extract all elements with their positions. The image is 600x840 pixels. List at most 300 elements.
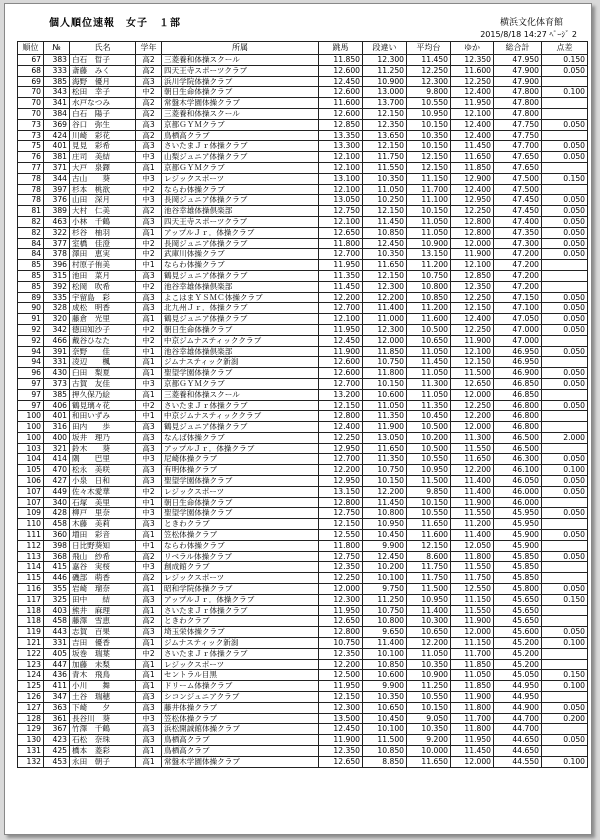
col-vault: 跳馬 [319, 42, 363, 55]
rank-cell: 97 [18, 378, 44, 389]
diff-cell: 0.050 [542, 368, 588, 379]
club-cell: 常盤木学園体操クラブ [162, 98, 319, 109]
grade-cell: 中2 [136, 249, 162, 260]
total-cell: 47.500 [494, 173, 542, 184]
floor-cell: 12.350 [451, 281, 494, 292]
vault-cell: 12.000 [319, 584, 363, 595]
beam-cell: 11.700 [407, 184, 451, 195]
diff-cell [542, 540, 588, 551]
vault-cell: 12.800 [319, 411, 363, 422]
beam-cell: 9.800 [407, 87, 451, 98]
grade-cell: 高1 [136, 389, 162, 400]
rank-cell: 123 [18, 659, 44, 670]
club-cell: アップルＪｒ．体操クラブ [162, 227, 319, 238]
vault-cell: 12.850 [319, 119, 363, 130]
name-cell: 杉谷 柚羽 [70, 227, 136, 238]
diff-cell: 0.050 [542, 627, 588, 638]
name-cell: 水戸なつみ [70, 98, 136, 109]
grade-cell: 高1 [136, 638, 162, 649]
floor-cell: 12.400 [451, 314, 494, 325]
number-cell: 343 [44, 87, 70, 98]
club-cell: 三菱養和体操スクール [162, 389, 319, 400]
number-cell: 405 [44, 648, 70, 659]
rank-cell: 91 [18, 314, 44, 325]
beam-cell: 10.650 [407, 335, 451, 346]
grade-cell: 中2 [136, 238, 162, 249]
diff-cell: 0.050 [542, 292, 588, 303]
floor-cell: 12.650 [451, 378, 494, 389]
club-cell: レジックスポーツ [162, 173, 319, 184]
name-cell: 杉本 桃欲 [70, 184, 136, 195]
vault-cell: 12.650 [319, 756, 363, 767]
name-cell: 熊井 麻理 [70, 605, 136, 616]
vault-cell: 12.650 [319, 616, 363, 627]
beam-cell: 11.050 [407, 227, 451, 238]
name-cell: 磯部 萌香 [70, 573, 136, 584]
rank-cell: 100 [18, 432, 44, 443]
grade-cell: 中2 [136, 184, 162, 195]
vault-cell: 12.350 [319, 562, 363, 573]
beam-cell: 8.600 [407, 551, 451, 562]
club-cell: 浜松開誠館体操クラブ [162, 724, 319, 735]
floor-cell: 11.150 [451, 638, 494, 649]
bars-cell: 11.800 [363, 368, 407, 379]
bars-cell: 12.150 [363, 108, 407, 119]
name-cell: 徳田知沙子 [70, 324, 136, 335]
floor-cell: 12.250 [451, 76, 494, 87]
name-cell: 柳戸 里奈 [70, 508, 136, 519]
number-cell: 415 [44, 562, 70, 573]
name-cell: 藤澤 雪恵 [70, 616, 136, 627]
number-cell: 377 [44, 238, 70, 249]
grade-cell: 高3 [136, 119, 162, 130]
col-grade: 学年 [136, 42, 162, 55]
number-cell: 470 [44, 465, 70, 476]
beam-cell: 10.950 [407, 594, 451, 605]
floor-cell: 11.450 [451, 141, 494, 152]
total-cell: 44.900 [494, 702, 542, 713]
vault-cell: 12.100 [319, 162, 363, 173]
number-cell: 347 [44, 692, 70, 703]
number-cell: 341 [44, 98, 70, 109]
floor-cell: 12.000 [451, 756, 494, 767]
bars-cell: 10.350 [363, 249, 407, 260]
bars-cell: 10.800 [363, 508, 407, 519]
diff-cell: 0.050 [542, 735, 588, 746]
name-cell: 大村 仁美 [70, 206, 136, 217]
diff-cell [542, 389, 588, 400]
total-cell: 46.500 [494, 443, 542, 454]
vault-cell: 11.950 [319, 605, 363, 616]
name-cell: 臼田 梨夏 [70, 368, 136, 379]
bars-cell: 10.850 [363, 746, 407, 757]
beam-cell: 12.250 [407, 65, 451, 76]
rank-cell: 116 [18, 584, 44, 595]
rank-cell: 75 [18, 141, 44, 152]
rank-cell: 129 [18, 724, 44, 735]
club-cell: 山梨ジュニア体操クラブ [162, 152, 319, 163]
table-row [18, 540, 588, 551]
name-cell: 石松 奈珠 [70, 735, 136, 746]
name-cell: 小林 千鶴 [70, 216, 136, 227]
bars-cell: 12.150 [363, 270, 407, 281]
total-cell: 46.500 [494, 432, 542, 443]
vault-cell: 13.200 [319, 389, 363, 400]
club-cell: 鶴見ジュニア体操クラブ [162, 422, 319, 433]
floor-cell: 12.250 [451, 400, 494, 411]
beam-cell: 10.950 [407, 465, 451, 476]
vault-cell: 12.100 [319, 152, 363, 163]
bars-cell: 11.650 [363, 443, 407, 454]
table-row [18, 249, 588, 260]
name-cell: 坂井 理乃 [70, 432, 136, 443]
total-cell: 47.200 [494, 281, 542, 292]
total-cell: 44.700 [494, 713, 542, 724]
name-cell: 戴谷ひなた [70, 335, 136, 346]
rank-cell: 127 [18, 702, 44, 713]
total-cell: 46.850 [494, 389, 542, 400]
number-cell: 401 [44, 411, 70, 422]
grade-cell: 高1 [136, 530, 162, 541]
club-cell: 中京ジムナスティッククラブ [162, 411, 319, 422]
floor-cell: 12.000 [451, 389, 494, 400]
rank-cell: 128 [18, 713, 44, 724]
rank-cell: 73 [18, 119, 44, 130]
diff-cell: 0.150 [542, 173, 588, 184]
beam-cell: 10.450 [407, 411, 451, 422]
beam-cell: 12.150 [407, 540, 451, 551]
beam-cell: 11.350 [407, 400, 451, 411]
total-cell: 47.650 [494, 162, 542, 173]
number-cell: 342 [44, 324, 70, 335]
table-row [18, 497, 588, 508]
rank-cell: 115 [18, 573, 44, 584]
total-cell: 45.050 [494, 670, 542, 681]
club-cell: 朝日生命体操クラブ [162, 497, 319, 508]
total-cell: 46.000 [494, 486, 542, 497]
number-cell: 367 [44, 724, 70, 735]
number-cell: 378 [44, 249, 70, 260]
table-row [18, 681, 588, 692]
total-cell: 46.800 [494, 411, 542, 422]
grade-cell: 高3 [136, 443, 162, 454]
total-cell: 45.900 [494, 540, 542, 551]
total-cell: 45.850 [494, 551, 542, 562]
floor-cell: 12.000 [451, 238, 494, 249]
floor-cell: 11.400 [451, 486, 494, 497]
number-cell: 458 [44, 519, 70, 530]
vault-cell: 12.450 [319, 76, 363, 87]
vault-cell: 12.150 [319, 692, 363, 703]
diff-cell [542, 443, 588, 454]
number-cell: 411 [44, 681, 70, 692]
grade-cell: 高3 [136, 594, 162, 605]
bars-cell: 11.550 [363, 162, 407, 173]
diff-cell [542, 98, 588, 109]
club-cell: リベラル体操クラブ [162, 551, 319, 562]
diff-cell [542, 648, 588, 659]
name-cell: 永田 朝子 [70, 756, 136, 767]
rank-cell: 97 [18, 400, 44, 411]
bars-cell: 10.750 [363, 605, 407, 616]
club-cell: 京都ＧＹＭクラブ [162, 162, 319, 173]
grade-cell: 高2 [136, 616, 162, 627]
club-cell: ときわクラブ [162, 616, 319, 627]
rank-cell: 107 [18, 486, 44, 497]
beam-cell: 11.150 [407, 173, 451, 184]
beam-cell: 10.350 [407, 130, 451, 141]
grade-cell: 中2 [136, 335, 162, 346]
total-cell: 44.950 [494, 692, 542, 703]
diff-cell: 0.050 [542, 141, 588, 152]
bars-cell: 10.800 [363, 616, 407, 627]
club-cell: 有明体操クラブ [162, 465, 319, 476]
bars-cell: 9.650 [363, 627, 407, 638]
beam-cell: 10.300 [407, 616, 451, 627]
table-row [18, 76, 588, 87]
diff-cell: 0.050 [542, 551, 588, 562]
vault-cell: 11.950 [319, 681, 363, 692]
total-cell: 47.800 [494, 87, 542, 98]
club-cell: 中京ジムナスティッククラブ [162, 335, 319, 346]
table-row [18, 368, 588, 379]
name-cell: 澤田 恵実 [70, 249, 136, 260]
bars-cell: 10.750 [363, 357, 407, 368]
vault-cell: 12.200 [319, 465, 363, 476]
club-cell: ならわ体操クラブ [162, 540, 319, 551]
total-cell: 46.950 [494, 346, 542, 357]
club-cell: 浜川学院体操クラブ [162, 76, 319, 87]
table-row [18, 616, 588, 627]
rank-cell: 121 [18, 638, 44, 649]
col-bars: 段違い [363, 42, 407, 55]
rank-cell: 84 [18, 249, 44, 260]
club-cell: 鳥栖高クラブ [162, 130, 319, 141]
vault-cell: 13.350 [319, 130, 363, 141]
grade-cell: 高3 [136, 476, 162, 487]
rank-cell: 82 [18, 227, 44, 238]
results-body [18, 55, 588, 768]
number-cell: 344 [44, 173, 70, 184]
col-total: 総合計 [494, 42, 542, 55]
diff-cell: 0.050 [542, 238, 588, 249]
table-row [18, 292, 588, 303]
grade-cell: 高3 [136, 76, 162, 87]
name-cell: 大戸 泉鐸 [70, 162, 136, 173]
vault-cell: 12.300 [319, 702, 363, 713]
beam-cell: 11.400 [407, 605, 451, 616]
vault-cell: 12.100 [319, 314, 363, 325]
number-cell: 322 [44, 227, 70, 238]
diff-cell: 0.050 [542, 206, 588, 217]
total-cell: 47.650 [494, 152, 542, 163]
club-cell: 三菱養和体操スクール [162, 108, 319, 119]
floor-cell: 12.400 [451, 184, 494, 195]
floor-cell: 11.750 [451, 573, 494, 584]
bars-cell: 8.850 [363, 756, 407, 767]
bars-cell: 11.450 [363, 497, 407, 508]
rank-cell: 78 [18, 173, 44, 184]
diff-cell: 0.050 [542, 400, 588, 411]
diff-cell: 0.050 [542, 65, 588, 76]
floor-cell: 11.550 [451, 508, 494, 519]
name-cell: 押久保乃絵 [70, 389, 136, 400]
rank-cell: 117 [18, 594, 44, 605]
grade-cell: 中3 [136, 195, 162, 206]
club-cell: 池谷幸雄体操倶楽部 [162, 346, 319, 357]
name-cell: 奈野 佳 [70, 346, 136, 357]
diff-cell [542, 692, 588, 703]
club-cell: さいたまＪｒ体操クラブ [162, 400, 319, 411]
diff-cell: 0.050 [542, 454, 588, 465]
floor-cell: 11.950 [451, 735, 494, 746]
number-cell: 406 [44, 400, 70, 411]
rank-cell: 82 [18, 216, 44, 227]
vault-cell: 12.450 [319, 335, 363, 346]
beam-cell: 10.800 [407, 281, 451, 292]
name-cell: 松田 幸子 [70, 87, 136, 98]
bars-cell: 10.900 [363, 76, 407, 87]
club-cell: ジムナスティック新潟 [162, 638, 319, 649]
floor-cell: 11.900 [451, 335, 494, 346]
bars-cell: 10.100 [363, 724, 407, 735]
total-cell: 47.950 [494, 55, 542, 66]
diff-cell [542, 270, 588, 281]
number-cell: 331 [44, 357, 70, 368]
number-cell: 466 [44, 335, 70, 346]
total-cell: 45.850 [494, 573, 542, 584]
beam-cell: 11.200 [407, 303, 451, 314]
club-cell: アップルＪｒ．体操クラブ [162, 594, 319, 605]
vault-cell: 12.200 [319, 292, 363, 303]
floor-cell: 11.850 [451, 162, 494, 173]
rank-cell: 106 [18, 476, 44, 487]
table-row [18, 562, 588, 573]
total-cell: 47.000 [494, 335, 542, 346]
total-cell: 47.400 [494, 216, 542, 227]
club-cell: 朝日生命体操クラブ [162, 324, 319, 335]
grade-cell: 高3 [136, 702, 162, 713]
beam-cell: 11.450 [407, 357, 451, 368]
vault-cell: 12.600 [319, 65, 363, 76]
table-row [18, 432, 588, 443]
number-cell: 397 [44, 184, 70, 195]
name-cell: 田中 結 [70, 594, 136, 605]
diff-cell [542, 184, 588, 195]
floor-cell: 11.150 [451, 594, 494, 605]
club-cell: 京都ＧＹＭクラブ [162, 378, 319, 389]
total-cell: 45.200 [494, 659, 542, 670]
floor-cell: 11.400 [451, 476, 494, 487]
bars-cell: 11.500 [363, 735, 407, 746]
rank-cell: 97 [18, 389, 44, 400]
bars-cell: 10.100 [363, 573, 407, 584]
vault-cell: 12.750 [319, 206, 363, 217]
diff-cell: 0.050 [542, 227, 588, 238]
floor-cell: 12.200 [451, 411, 494, 422]
name-cell: 鈴木 葵 [70, 443, 136, 454]
rank-cell: 96 [18, 368, 44, 379]
table-row [18, 346, 588, 357]
grade-cell: 高2 [136, 573, 162, 584]
beam-cell: 10.500 [407, 324, 451, 335]
bars-cell: 11.450 [363, 216, 407, 227]
name-cell: 土谷 瑞穂 [70, 692, 136, 703]
name-cell: 藤倉 光里 [70, 314, 136, 325]
club-cell: 池谷幸雄体操倶楽部 [162, 206, 319, 217]
total-cell: 47.900 [494, 65, 542, 76]
grade-cell: 高1 [136, 162, 162, 173]
table-row [18, 486, 588, 497]
vault-cell: 13.500 [319, 713, 363, 724]
number-cell: 436 [44, 670, 70, 681]
grade-cell: 高3 [136, 270, 162, 281]
total-cell: 44.650 [494, 746, 542, 757]
name-cell: 飛山 紗希 [70, 551, 136, 562]
table-row [18, 238, 588, 249]
diff-cell: 0.050 [542, 378, 588, 389]
page-title: 個人順位速報 女子 １部 [49, 18, 181, 29]
grade-cell: 中2 [136, 87, 162, 98]
name-cell: 斎藤 みく [70, 65, 136, 76]
floor-cell: 11.850 [451, 681, 494, 692]
name-cell: 川崎 彩花 [70, 130, 136, 141]
club-cell: ドリーム体操クラブ [162, 681, 319, 692]
table-row [18, 573, 588, 584]
grade-cell: 中2 [136, 400, 162, 411]
table-row [18, 692, 588, 703]
name-cell: 吉田 優香 [70, 638, 136, 649]
floor-cell: 12.150 [451, 357, 494, 368]
grade-cell: 高1 [136, 227, 162, 238]
grade-cell: 高2 [136, 206, 162, 217]
beam-cell: 10.550 [407, 508, 451, 519]
club-cell: 藤井体操クラブ [162, 702, 319, 713]
table-row [18, 130, 588, 141]
rank-cell: 76 [18, 152, 44, 163]
floor-cell: 11.300 [451, 432, 494, 443]
vault-cell: 12.700 [319, 454, 363, 465]
vault-cell: 12.350 [319, 648, 363, 659]
floor-cell: 12.000 [451, 627, 494, 638]
number-cell: 401 [44, 141, 70, 152]
rank-cell: 112 [18, 540, 44, 551]
name-cell: 佐々木愛華 [70, 486, 136, 497]
grade-cell: 高1 [136, 659, 162, 670]
vault-cell: 12.750 [319, 508, 363, 519]
diff-cell: 0.100 [542, 681, 588, 692]
table-row [18, 357, 588, 368]
beam-cell: 10.350 [407, 724, 451, 735]
rank-cell: 94 [18, 357, 44, 368]
table-header-row [18, 42, 588, 55]
club-cell: ならわ体操クラブ [162, 260, 319, 271]
col-floor: ゆか [451, 42, 494, 55]
total-cell: 45.650 [494, 594, 542, 605]
floor-cell: 11.950 [451, 98, 494, 109]
vault-cell: 12.650 [319, 227, 363, 238]
table-row [18, 551, 588, 562]
rank-cell: 130 [18, 735, 44, 746]
diff-cell: 2.000 [542, 432, 588, 443]
diff-cell: 0.050 [542, 486, 588, 497]
number-cell: 320 [44, 314, 70, 325]
total-cell: 46.050 [494, 476, 542, 487]
total-cell: 47.700 [494, 141, 542, 152]
bars-cell: 12.200 [363, 292, 407, 303]
floor-cell: 11.900 [451, 249, 494, 260]
number-cell: 430 [44, 368, 70, 379]
